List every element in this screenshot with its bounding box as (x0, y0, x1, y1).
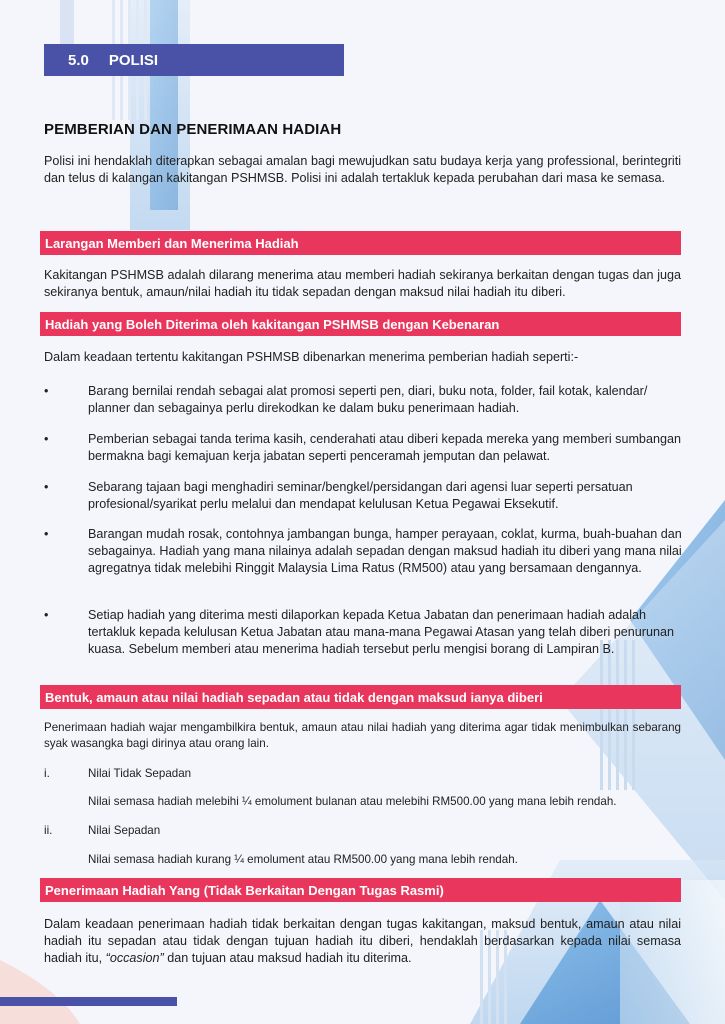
section-number: 5.0 (68, 51, 89, 69)
list-numeral: i. (44, 767, 50, 780)
section-title: POLISI (108, 51, 159, 69)
bullet-marker: • (44, 480, 49, 494)
intro-paragraph: Polisi ini hendaklah diterapkan sebagai amalan bagi mewujudkan satu budaya kerja yang professional, berintegriti dan telus di kalangan kakitangan PSHMSB. Polisi ini adalah tertakluk kepada perubahan dari masa ke semasa. (44, 154, 681, 185)
list-item-title: Nilai Tidak Sepadan (88, 767, 192, 780)
list-item-text: Sebarang tajaan bagi menghadiri seminar/bengkel/persidangan dari agensi luar seperti persatuan profesional/syarikat perlu melalui dan mendapat kelulusan Ketua Pegawai Eksekutif. (88, 480, 633, 511)
list-item-text: Barangan mudah rosak, contohnya jambangan bunga, hamper perayaan, coklat, kurma, buah-buahan dan sebagainya. Hadiah yang mana nilainya adalah sepadan dengan maksud hadiah itu diberi yang mana nilai agregatnya tidak melebihi Ringgit Malaysia Lima Ratus (RM500) atau yang bersamaan dengannya. (88, 527, 682, 575)
bullet-marker: • (44, 384, 49, 398)
section-heading-hadiah-dibenarkan: Hadiah yang Boleh Diterima oleh kakitangan PSHMSB dengan Kebenaran (40, 312, 681, 336)
section-body-hadiah-dibenarkan: Dalam keadaan tertentu kakitangan PSHMSB dibenarkan menerima pemberian hadiah seperti:- (44, 350, 579, 364)
list-numeral: ii. (44, 824, 53, 837)
bullet-marker: • (44, 608, 49, 622)
list-item-text: Pemberian sebagai tanda terima kasih, cenderahati atau diberi kepada mereka yang memberi sumbangan bermakna bagi kemajuan kerja jabatan seperti penceramah jemputan dan pelawat. (88, 432, 681, 463)
page-title: PEMBERIAN DAN PENERIMAAN HADIAH (44, 121, 342, 138)
body-text-occasion: “occasion” (105, 951, 164, 965)
list-item-text: Setiap hadiah yang diterima mesti dilaporkan kepada Ketua Jabatan dan penerimaan hadiah adalah tertakluk kepada kelulusan Ketua Jabatan atau mana-mana Pegawai Atasan yang telah diberi penurunan kuasa. Sebelum memberi atau menerima hadiah tersebut perlu mengisi borang di Lampiran B. (88, 608, 675, 656)
section-heading-bentuk-amaun: Bentuk, amaun atau nilai hadiah sepadan atau tidak dengan maksud ianya diberi (40, 685, 681, 709)
section-body-bentuk-amaun: Penerimaan hadiah wajar mengambilkira bentuk, amaun atau nilai hadiah yang diterima agar tidak menimbulkan sebarang syak wasangka bagi dirinya atau orang lain. (44, 721, 681, 750)
section-body-larangan: Kakitangan PSHMSB adalah dilarang menerima atau memberi hadiah sekiranya berkaitan dengan tugas dan juga sekiranya bentuk, amaun/nilai hadiah itu tidak sepadan dengan maksud nilai hadiah itu diberi. (44, 268, 681, 299)
section-heading-larangan: Larangan Memberi dan Menerima Hadiah (40, 231, 681, 255)
section-header-tab (44, 44, 344, 76)
list-item-text: Barang bernilai rendah sebagai alat promosi seperti pen, diari, buku nota, folder, fail kotak, kalendar/ planner dan sebagainya perlu direkodkan ke dalam buku penerimaan hadiah. (88, 384, 648, 415)
list-item-description: Nilai semasa hadiah melebihi ¼ emolument bulanan atau melebihi RM500.00 yang mana lebih rendah. (88, 795, 617, 808)
body-text-start: Dalam keadaan penerimaan hadiah tidak berkaitan dengan tugas kakitangan, maksud bentuk, amaun atau nilai hadiah itu sepadan atau tidak dengan tujuan hadiah itu diberi, hendaklah berdasarkan kepada nilai semasa hadiah itu, (44, 917, 681, 965)
list-item-description: Nilai semasa hadiah kurang ¼ emolument atau RM500.00 yang mana lebih rendah. (88, 853, 518, 866)
list-item-title: Nilai Sepadan (88, 824, 161, 837)
section-heading-tidak-berkaitan: Penerimaan Hadiah Yang (Tidak Berkaitan Dengan Tugas Rasmi) (40, 878, 681, 902)
bullet-marker: • (44, 432, 49, 446)
bullet-marker: • (44, 527, 49, 541)
body-text-end: dan tujuan atau maksud hadiah itu diterima. (163, 951, 412, 965)
footer-accent-bar (0, 997, 177, 1006)
section-body-tidak-berkaitan (44, 916, 681, 967)
